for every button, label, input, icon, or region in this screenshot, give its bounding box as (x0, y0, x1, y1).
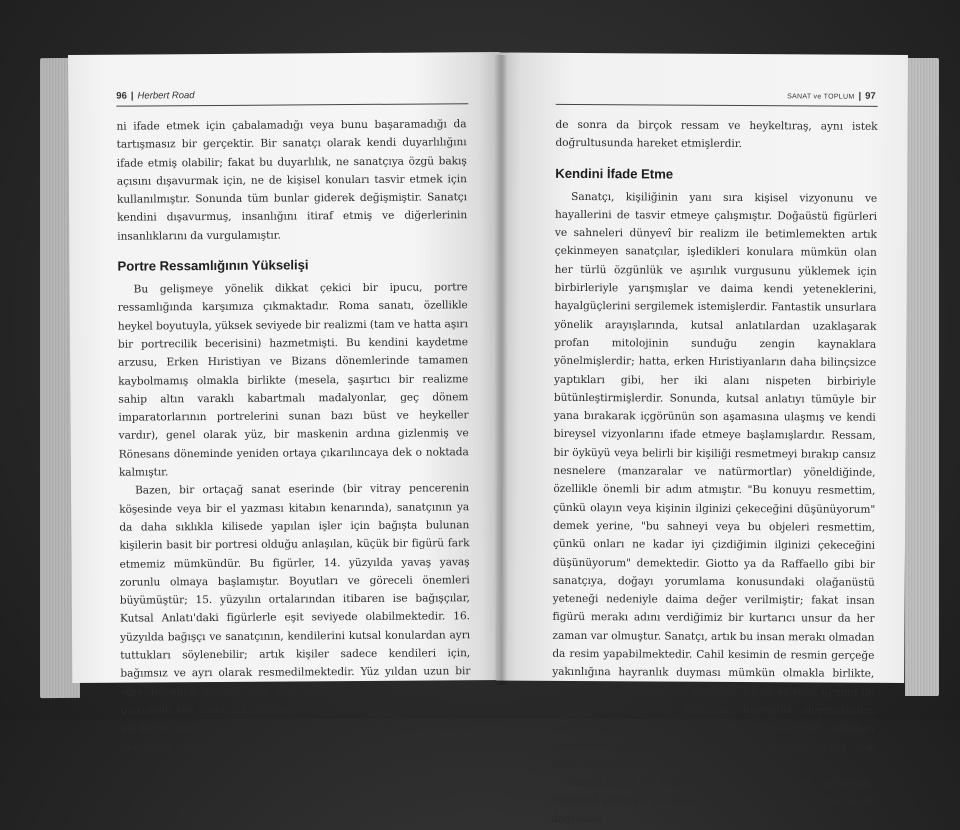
left-page-number: 96 (116, 90, 127, 102)
left-paragraph-1: Bu gelişmeye yönelik dikkat çekici bir ipucu, portre ressamlığında karşımıza çıkmaktadır. Roma sanatı, özellikle heykel boyutuyla, yüksek seviyede bir realizmi (tam ve hatta aşırı bir portrecilik becerisini) hazmetmişti. Bu kendini kaydetme arzusu, Erken Hıristiyan ve Bizans dönemlerinde tamamen kaybolmamış olmakla birlikte (mesela, şaşırtıcı bir realizme sahip altın varaklı kabartmalı madalyonlar, geç dönem imparatorlarının portrelerini sunan bazı büst ve heykeller vardır), genel olarak yüz, bir maskenin ardına gizlenmiş ve Rönesans döneminde yeniden ortaya çıkarılıncaya dek o noktada kalmıştır. (117, 281, 469, 479)
right-page (496, 53, 908, 825)
left-page-header (116, 90, 194, 102)
page-stack-right-edge (905, 58, 939, 696)
left-header-rule (116, 103, 468, 106)
left-page-body (116, 115, 470, 756)
right-page-header (787, 90, 876, 102)
right-header-rule (556, 104, 878, 107)
left-intro-paragraph: ni ifade etmek için çabalamadığı veya bunu başaramadığı da tartışmasız bir gerçektir. Bir sanatçı olarak kendi duyarlılığını ifade etmiş olabilir; fakat bu duyarlılık, ne sanatçıya özgü bakış açısını dışavurmak için, ne de kişisel konuları tasvir etmek için kullanılmıştır. Sonunda tüm bunlar giderek değişmiştir. Sanatçı kendini dışavurmuş, insanlığını itiraf etmiş ve diğerlerinin insanlıklarını da vurgulamıştır. (116, 118, 468, 243)
running-head-section: SANAT ve TOPLUM (787, 93, 855, 101)
running-head-author: Herbert Road (137, 90, 195, 102)
right-page-number: 97 (865, 90, 876, 102)
right-section-heading: Kendini İfade Etme (555, 165, 674, 182)
header-separator: | (130, 90, 134, 102)
left-section-heading: Portre Ressamlığının Yükselişi (117, 257, 309, 274)
right-page-body (551, 116, 877, 830)
left-paragraph-2: Bazen, bir ortaçağ sanat eserinde (bir vitray pencerenin köşesinde veya bir el yazması kitabın kenarında), sanatçının ya da daha sıklıkla kilisede yapılan işler için bağışta bulunan kişilerin basit bir portresi olduğu anlaşılan, küçük bir figürü fark etmemiz mümkündür. Bu figürler, 14. yüzyılda yavaş yavaş zorunlu olmaya başlamıştır. Boyutları ve göreceli önemleri büyümüştür; 15. yüzyılın ortalarından itibaren ise bağışçılar, Kutsal Anlatı'daki figürlerle eşit seviyede olabilmektedir. 16. yüzyılda bağışçı ve sanatçının, kendilerini kutsal konulardan ayrı tuttukları söylenebilir; artık kişiler sadece kendileri için, bağımsız ve ayrı olarak resmedilmektedir. Yüz yıldan uzun bir süre boyunca sanatın tüm hedefi, insan kişiliğinin temsilinde psikolojik bir ifadecilik, benzerlik ve güncellik geliştirmek gibi görünmektedir. Raffaello'nun çabaları, bu hedefte doruk noktasına ulaşmıştır; Raffaello'dan önce (119, 482, 471, 754)
book-gutter-shadow (494, 55, 508, 685)
header-separator: | (858, 90, 862, 102)
right-intro-paragraph: de sonra da birçok ressam ve heykeltıraş, aynı istek doğrultusunda hareket etmişlerdir. (555, 118, 878, 151)
right-paragraph-2: Bulgularımız bu noktada tamamlanıyor; tüm çağlardaki varlığına şüpheyle yaklaşsak da, sanat ile toplum arasındaki doğrudan (551, 776, 874, 825)
right-paragraph-1: Sanatçı, kişiliğinin yanı sıra kişisel vizyonunu ve hayallerini de tasvir etmeye çalışmıştır. Doğaüstü figürleri ve sahneleri dünyevî bir realizm ile betimlemekten artık çekinmeyen sanatçılar, işledikleri konulara mümkün olan her türlü özgünlük ve aşırılık vurgusunu yüklemek için birbirleriyle yarışmışlar ve daima kendi yeteneklerini, hayalgüçlerini sergilemek istemişlerdir. Fantastik unsurlara yönelik arayışlarında, kutsal anlatılardan uzaklaşarak profan mitolojinin sunduğu zengin kaynaklara yönelmişlerdir; hatta, erken Hıristiyanların daha bilinçsizce yaptıkları gibi, her iki alanı nispeten birbiriyle bütünleştirmişlerdir. Sonunda, kutsal anlatıyı tümüyle bir yana bırakarak içgörünün son aşamasına ulaşmış ve kendi bireysel vizyonlarını ifade etmeye başlamışlardır. Ressam, bir öyküyü veya belirli bir kişiliği resmetmeyi bırakıp cansız nesnelere (manzaralar ve natürmortlar) yöneldiğinde, özellikle önemli bir adım atmıştır. "Bu konuyu resmettim, çünkü olayın veya kişinin ilginizi çekeceğini düşünüyorum" demek yerine, "bu sahneyi veya bu objeleri resmettim, çünkü onları ne kadar iyi çizdiğimin ilginizi çekeceğini düşünüyorum" demektedir. Giotto ya da Raffaello gibi bir sanatçıya, doğayı yorumlama konusundaki olağanüstü yeteneği nedeniyle daima değer verilmiştir; fakat insan figürü merakı adını verdiğimiz bir kurtarıcı unsur da her zaman var olmuştur. Sanatçı, artık bu insan merakı olmadan da resim yapabilmektedir. Cahil kesimin de resmin gerçeğe yakınlığına hayranlık duyması mümkün olmakla birlikte, ressamın hedefindeki asıl topluluk, biçim ve renk uyumu ile ifade edilen sanatçı kişiliğine hayranlık duymaktadır. Sanatçılar bu eğilimi daha da geliştirdikçe, sıradan insanların anlayışı ve takdirinden kendilerini daha çok koparmışlardır. (551, 190, 878, 771)
left-page (68, 52, 504, 754)
